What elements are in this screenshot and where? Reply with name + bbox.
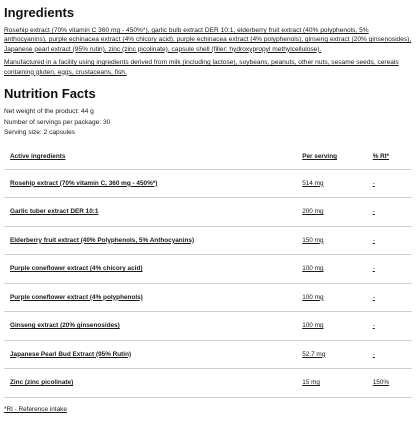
ingredient-name: Japanese Pearl Bud Extract (95% Rutin) xyxy=(4,340,296,369)
per-serving-value: 100 mg xyxy=(296,255,367,284)
per-serving-value: 15 mg xyxy=(296,369,367,398)
nutrition-facts-heading: Nutrition Facts xyxy=(4,86,96,102)
per-serving-value: 200 mg xyxy=(296,198,367,227)
ri-value: - xyxy=(367,198,412,227)
table-header-row xyxy=(4,145,412,170)
header-per-serving: Per serving xyxy=(296,145,367,170)
ri-value: - xyxy=(367,283,412,312)
table-row xyxy=(4,312,412,341)
per-serving-value: 514 mg xyxy=(296,169,367,198)
ri-value: - xyxy=(367,255,412,284)
ingredient-name: Purple coneflower extract (4% polyphenols) xyxy=(4,283,296,312)
table-row xyxy=(4,169,412,198)
ri-footnote: *RI - Reference intake xyxy=(4,405,67,413)
ingredients-text: Rosehip extract (70% vitamin C 360 mg - 450%*), garlic bulb extract DER 10:1, elderberry fruit extract (40% polyphenols, 5% anthocyanins), purple echinacea extract (4% chicory acid), purple echinacea extract (4% polyphenols), ginseng extract (20% ginsenosides), Japanese pearl extract (95% rutin), zinc (zinc picolinate), capsule shell (filler: hydroxypropyl methylcellulose). xyxy=(4,27,412,53)
nutrition-meta xyxy=(4,107,412,139)
ingredient-name: Purple coneflower extract (4% chicory acid) xyxy=(4,255,296,284)
table-row xyxy=(4,198,412,227)
ri-value: - xyxy=(367,226,412,255)
serving-size: Serving size: 2 capsules xyxy=(4,129,76,137)
header-ri: % RI* xyxy=(367,145,412,170)
table-row xyxy=(4,283,412,312)
ri-value: - xyxy=(367,169,412,198)
net-weight: Net weight of the product: 44 g xyxy=(4,108,94,116)
table-row xyxy=(4,340,412,369)
ri-value: - xyxy=(367,312,412,341)
ri-value: 150% xyxy=(367,369,412,398)
ingredient-name: Elderberry fruit extract (40% Polyphenols, 5% Anthocyanins) xyxy=(4,226,296,255)
per-serving-value: 100 mg xyxy=(296,312,367,341)
per-serving-value: 52.7 mg xyxy=(296,340,367,369)
ingredient-name: Ginseng extract (20% ginsenosides) xyxy=(4,312,296,341)
per-serving-value: 100 mg xyxy=(296,283,367,312)
header-active-ingredients: Active ingredients xyxy=(4,145,296,170)
ingredient-name: Garlic tuber extract DER 10:1 xyxy=(4,198,296,227)
ingredient-name: Rosehip extract (70% vitamin C, 360 mg - 450%*) xyxy=(4,169,296,198)
nutrition-table xyxy=(4,145,412,398)
per-serving-value: 150 mg xyxy=(296,226,367,255)
ri-value: - xyxy=(367,340,412,369)
allergen-note: Manufactured in a facility using ingredients derived from milk (including lactose), soybeans, peanuts, other nuts, sesame seeds, cereals containing gluten, eggs, crustaceans, fish. xyxy=(4,59,399,76)
servings-per-package: Number of servings per package: 30 xyxy=(4,118,111,126)
table-row xyxy=(4,226,412,255)
table-row xyxy=(4,255,412,284)
ingredients-heading: Ingredients xyxy=(4,5,75,20)
table-row xyxy=(4,369,412,398)
ingredient-name: Zinc (zinc picolinate) xyxy=(4,369,296,398)
